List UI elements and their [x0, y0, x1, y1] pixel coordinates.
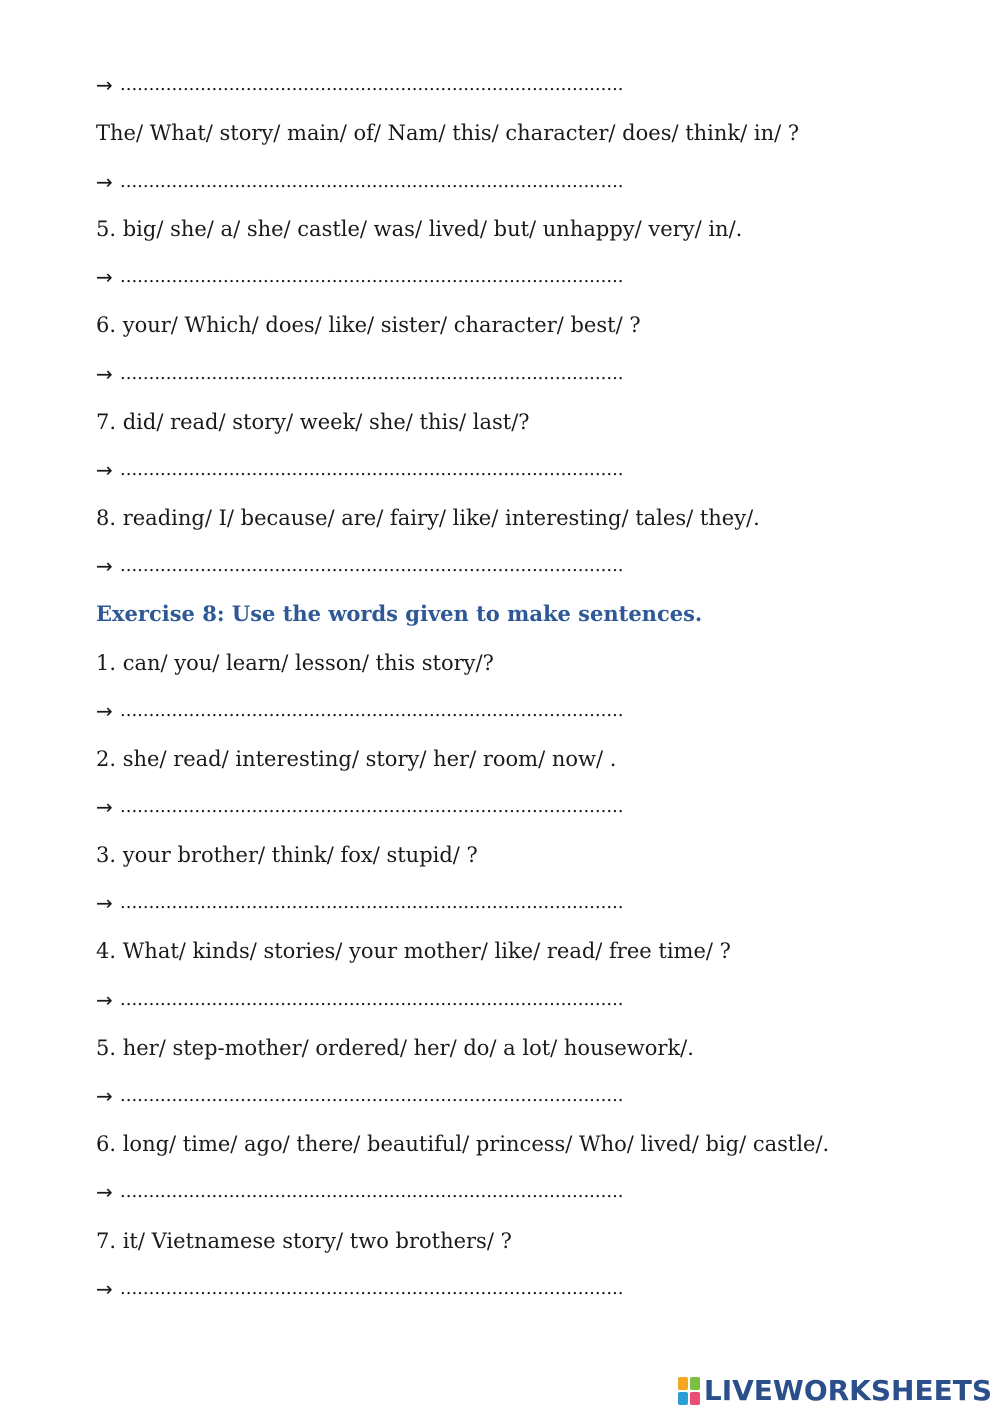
exercise-prompt: 8. reading/ I/ because/ are/ fairy/ like/ interesting/ tales/ they/.: [96, 506, 760, 530]
answer-line[interactable]: [96, 360, 624, 388]
answer-line[interactable]: [96, 986, 624, 1014]
answer-line[interactable]: [96, 889, 624, 917]
exercise-prompt: 2. she/ read/ interesting/ story/ her/ room/ now/ .: [96, 747, 617, 771]
exercise-prompt: 1. can/ you/ learn/ lesson/ this story/?: [96, 651, 494, 675]
answer-dots: ........................................................................................: [120, 555, 624, 576]
exercise-prompt: 4. What/ kinds/ stories/ your mother/ like/ read/ free time/ ?: [96, 939, 731, 963]
arrow-right-icon: →: [96, 988, 113, 1012]
arrow-right-icon: →: [96, 265, 113, 289]
answer-line[interactable]: [96, 456, 624, 484]
answer-dots: ........................................................................................: [120, 266, 624, 287]
answer-dots: ........................................................................................: [120, 700, 624, 721]
answer-dots: ........................................................................................: [120, 1181, 624, 1202]
arrow-right-icon: →: [96, 554, 113, 578]
answer-line[interactable]: [96, 168, 624, 196]
arrow-right-icon: →: [96, 458, 113, 482]
answer-dots: ........................................................................................: [120, 459, 624, 480]
exercise-prompt: 5. big/ she/ a/ she/ castle/ was/ lived/ but/ unhappy/ very/ in/.: [96, 217, 743, 241]
arrow-right-icon: →: [96, 699, 113, 723]
exercise-prompt: 6. your/ Which/ does/ like/ sister/ character/ best/ ?: [96, 313, 641, 337]
logo-text: LIVEWORKSHEETS: [703, 1374, 992, 1407]
answer-dots: ........................................................................................: [120, 796, 624, 817]
answer-dots: ........................................................................................: [120, 363, 624, 384]
arrow-right-icon: →: [96, 1180, 113, 1204]
arrow-right-icon: →: [96, 73, 113, 97]
answer-dots: ........................................................................................: [120, 892, 624, 913]
answer-line[interactable]: [96, 793, 624, 821]
arrow-right-icon: →: [96, 795, 113, 819]
arrow-right-icon: →: [96, 170, 113, 194]
arrow-right-icon: →: [96, 891, 113, 915]
answer-line[interactable]: [96, 697, 624, 725]
exercise-prompt: 7. it/ Vietnamese story/ two brothers/ ?: [96, 1229, 512, 1253]
exercise-prompt: The/ What/ story/ main/ of/ Nam/ this/ character/ does/ think/ in/ ?: [96, 121, 800, 145]
answer-line[interactable]: [96, 1275, 624, 1303]
answer-dots: ........................................................................................: [120, 989, 624, 1010]
exercise-prompt: 6. long/ time/ ago/ there/ beautiful/ princess/ Who/ lived/ big/ castle/.: [96, 1132, 830, 1156]
answer-line[interactable]: [96, 1082, 624, 1110]
arrow-right-icon: →: [96, 362, 113, 386]
answer-dots: ........................................................................................: [120, 1085, 624, 1106]
answer-line[interactable]: [96, 263, 624, 291]
arrow-right-icon: →: [96, 1277, 113, 1301]
arrow-right-icon: →: [96, 1084, 113, 1108]
exercise-prompt: 5. her/ step-mother/ ordered/ her/ do/ a lot/ housework/.: [96, 1036, 694, 1060]
exercise-prompt: 3. your brother/ think/ fox/ stupid/ ?: [96, 843, 478, 867]
answer-line[interactable]: [96, 71, 624, 99]
logo-badge-icon: [678, 1377, 700, 1405]
exercise-prompt: 7. did/ read/ story/ week/ she/ this/ last/?: [96, 410, 530, 434]
answer-line[interactable]: [96, 1178, 624, 1206]
answer-dots: ........................................................................................: [120, 1278, 624, 1299]
answer-line[interactable]: [96, 552, 624, 580]
exercise-heading: Exercise 8: Use the words given to make sentences.: [96, 601, 703, 626]
answer-dots: ........................................................................................: [120, 171, 624, 192]
liveworksheets-logo: [678, 1374, 992, 1407]
answer-dots: ........................................................................................: [120, 74, 624, 95]
